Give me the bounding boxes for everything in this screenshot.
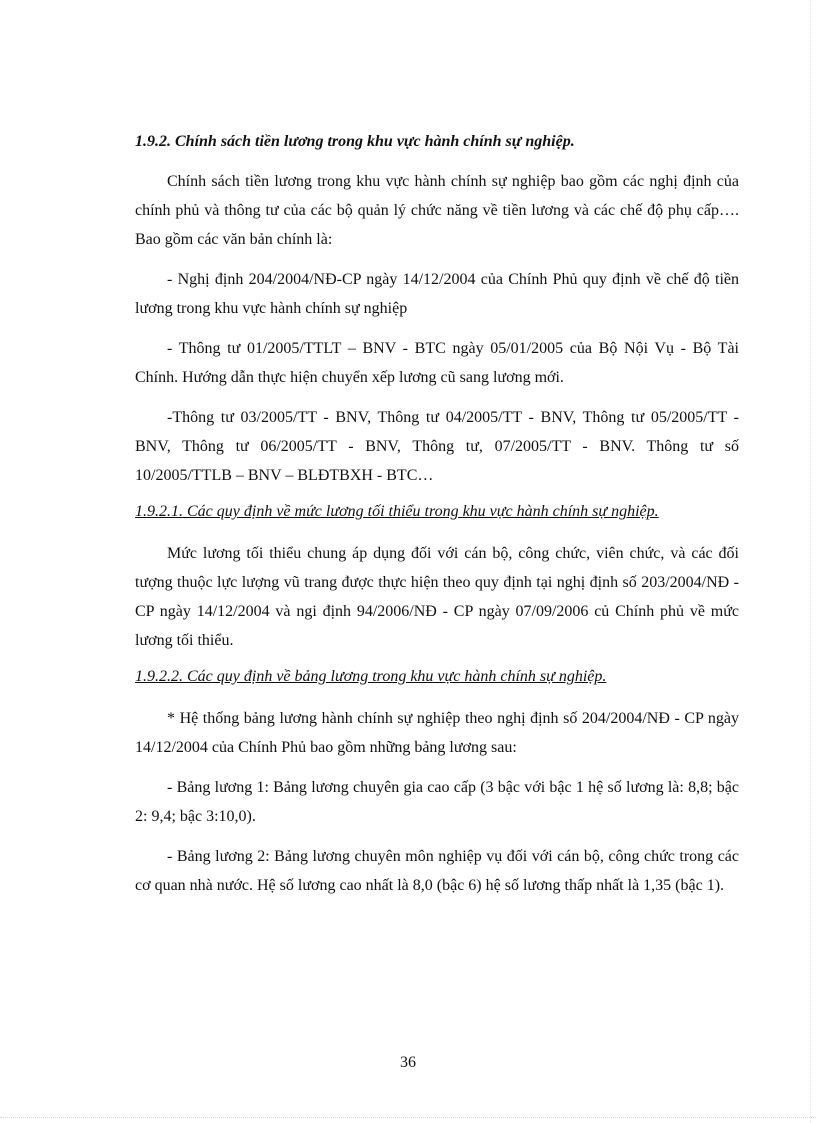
- doc-item: - Nghị định 204/2004/NĐ-CP ngày 14/12/2004 của Chính Phủ quy định về chế độ tiền lương trong khu vực hành chính sự nghiệp: [135, 271, 739, 317]
- min-wage-paragraph: Mức lương tối thiểu chung áp dụng đối với cán bộ, công chức, viên chức, và các đối tượng thuộc lực lượng vũ trang được thực hiện theo quy định tại nghị định số 203/2004/NĐ - CP ngày 14/12/2004 và ngi định 94/2006/NĐ - CP ngày 07/09/2006 củ Chính phủ về mức lương tối thiểu.: [135, 545, 739, 649]
- subsection-heading-min-wage: 1.9.2.1. Các quy định về mức lương tối thiểu trong khu vực hành chính sự nghiệp.: [135, 503, 659, 520]
- page-number: 36: [400, 1054, 416, 1071]
- intro-paragraph: Chính sách tiền lương trong khu vực hành chính sự nghiệp bao gồm các nghị định của chính phủ và thông tư của các bộ quản lý chức năng về tiền lương và các chế độ phụ cấp…. Bao gồm các văn bản chính là:: [135, 173, 739, 248]
- subsection-heading-salary-tables: 1.9.2.2. Các quy định về bảng lương trong khu vực hành chính sự nghiệp.: [135, 668, 607, 685]
- footer-rule: [0, 1117, 816, 1118]
- page-content: [135, 131, 739, 911]
- section-heading: 1.9.2. Chính sách tiền lương trong khu vực hành chính sự nghiệp.: [135, 133, 575, 150]
- doc-item: -Thông tư 03/2005/TT - BNV, Thông tư 04/2005/TT - BNV, Thông tư 05/2005/TT - BNV, Thông tư 06/2005/TT - BNV, Thông tư, 07/2005/TT - BNV. Thông tư số 10/2005/TTLB – BNV – BLĐTBXH - BTC…: [135, 409, 739, 484]
- salary-table-item: - Bảng lương 1: Bảng lương chuyên gia cao cấp (3 bậc với bậc 1 hệ số lương là: 8,8; bậc 2: 9,4; bậc 3:10,0).: [135, 779, 739, 825]
- salary-table-item: - Bảng lương 2: Bảng lương chuyên môn nghiệp vụ đối với cán bộ, công chức trong các cơ quan nhà nước. Hệ số lương cao nhất là 8,0 (bậc 6) hệ số lương thấp nhất là 1,35 (bậc 1).: [135, 848, 739, 894]
- salary-system-paragraph: * Hệ thống bảng lương hành chính sự nghiệp theo nghị định số 204/2004/NĐ - CP ngày 14/12/2004 của Chính Phủ bao gồm những bảng lương sau:: [135, 710, 739, 756]
- doc-item: - Thông tư 01/2005/TTLT – BNV - BTC ngày 05/01/2005 của Bộ Nội Vụ - Bộ Tài Chính. Hướng dẫn thực hiện chuyển xếp lương cũ sang lương mới.: [135, 340, 739, 386]
- page-edge-rule: [810, 0, 811, 1123]
